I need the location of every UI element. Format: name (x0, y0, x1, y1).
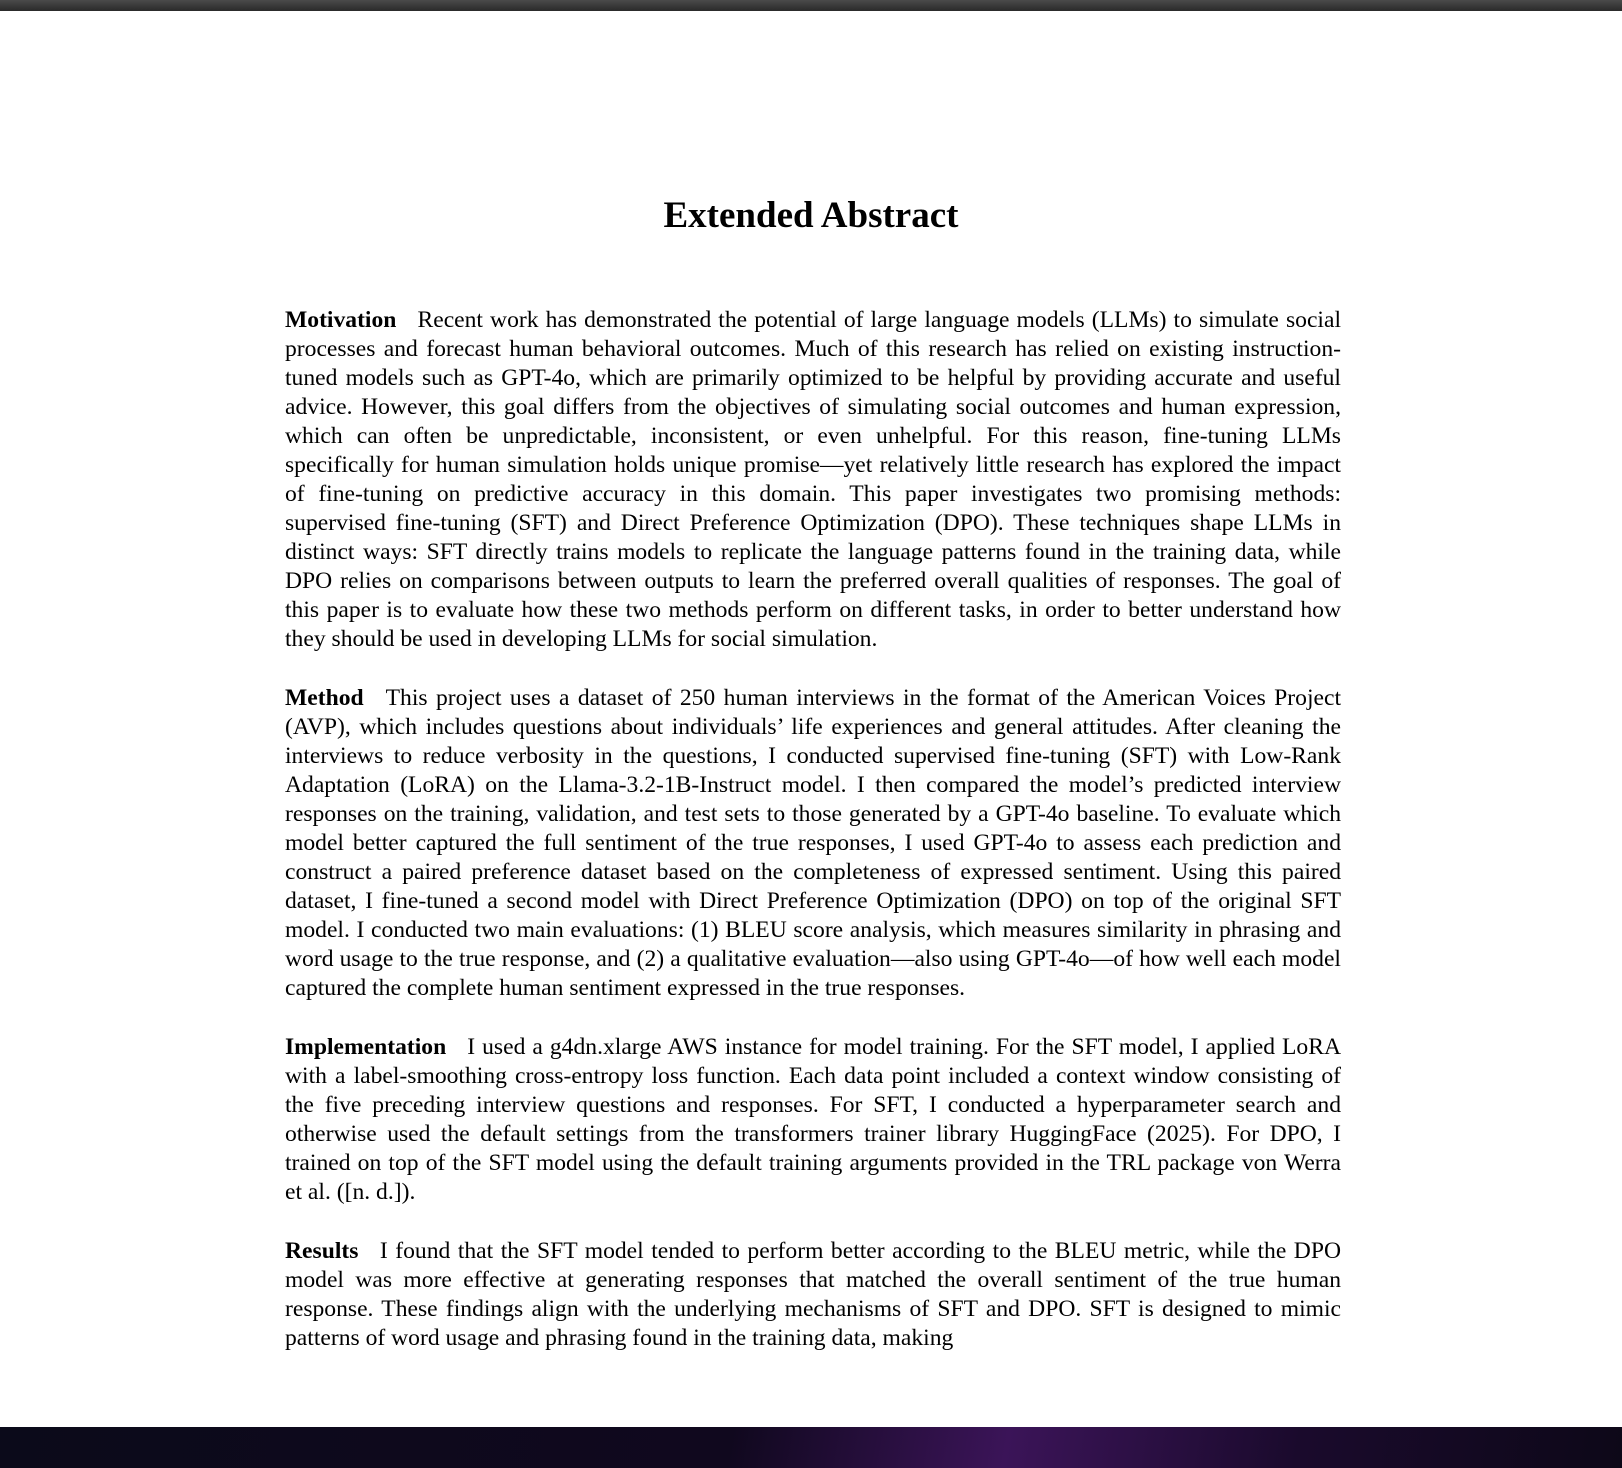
section-text: I found that the SFT model tended to perform better according to the BLEU metric, while the DPO model was more effective at generating responses that matched the overall sentiment of the true human response. These findings align with the underlying mechanisms of SFT and DPO. SFT is designed to mimic patterns of word usage and phrasing found in the training data, making (285, 1238, 1341, 1351)
section-motivation (285, 306, 1341, 654)
window-top-bar (0, 0, 1622, 11)
taskbar-strip (0, 1427, 1622, 1468)
section-heading: Results (285, 1238, 359, 1264)
section-heading: Method (285, 685, 364, 711)
section-text: I used a g4dn.xlarge AWS instance for model training. For the SFT model, I applied LoRA with a label-smoothing cross-entropy loss function. Each data point included a context window consisting of the five preceding interview questions and responses. For SFT, I conducted a hyperparameter search and otherwise used the default settings from the transformers trainer library HuggingFace (2025). For DPO, I trained on top of the SFT model using the default training arguments provided in the TRL package von Werra et al. ([n. d.]). (285, 1034, 1341, 1205)
section-implementation (285, 1033, 1341, 1207)
section-text: Recent work has demonstrated the potential of large language models (LLMs) to simulate social processes and forecast human behavioral outcomes. Much of this research has relied on existing instruction-tuned models such as GPT-4o, which are primarily optimized to be helpful by providing accurate and useful advice. However, this goal differs from the objectives of simulating social outcomes and human expression, which can often be unpredictable, inconsistent, or even unhelpful. For this reason, fine-tuning LLMs specifically for human simulation holds unique promise—yet relatively little research has explored the impact of fine-tuning on predictive accuracy in this domain. This paper investigates two promising methods: supervised fine-tuning (SFT) and Direct Preference Optimization (DPO). These techniques shape LLMs in distinct ways: SFT directly trains models to replicate the language patterns found in the training data, while DPO relies on comparisons between outputs to learn the preferred overall qualities of responses. The goal of this paper is to evaluate how these two methods perform on different tasks, in order to better understand how they should be used in developing LLMs for social simulation. (285, 307, 1341, 652)
section-method (285, 684, 1341, 1003)
section-text: This project uses a dataset of 250 human interviews in the format of the American Voices Project (AVP), which includes questions about individuals’ life experiences and general attitudes. After cleaning the interviews to reduce verbosity in the questions, I conducted supervised fine-tuning (SFT) with Low-Rank Adaptation (LoRA) on the Llama-3.2-1B-Instruct model. I then compared the model’s predicted interview responses on the training, validation, and test sets to those generated by a GPT-4o baseline. To evaluate which model better captured the full sentiment of the true responses, I used GPT-4o to assess each prediction and construct a paired preference dataset based on the completeness of expressed sentiment. Using this paired dataset, I fine-tuned a second model with Direct Preference Optimization (DPO) on top of the original SFT model. I conducted two main evaluations: (1) BLEU score analysis, which measures similarity in phrasing and word usage to the true response, and (2) a qualitative evaluation—also using GPT-4o—of how well each model captured the complete human sentiment expressed in the true responses. (285, 685, 1341, 1001)
document-page (0, 11, 1622, 1427)
section-heading: Implementation (285, 1034, 447, 1060)
section-results (285, 1237, 1341, 1353)
section-heading: Motivation (285, 307, 397, 333)
page-title: Extended Abstract (663, 195, 959, 236)
abstract-body (285, 306, 1341, 1383)
